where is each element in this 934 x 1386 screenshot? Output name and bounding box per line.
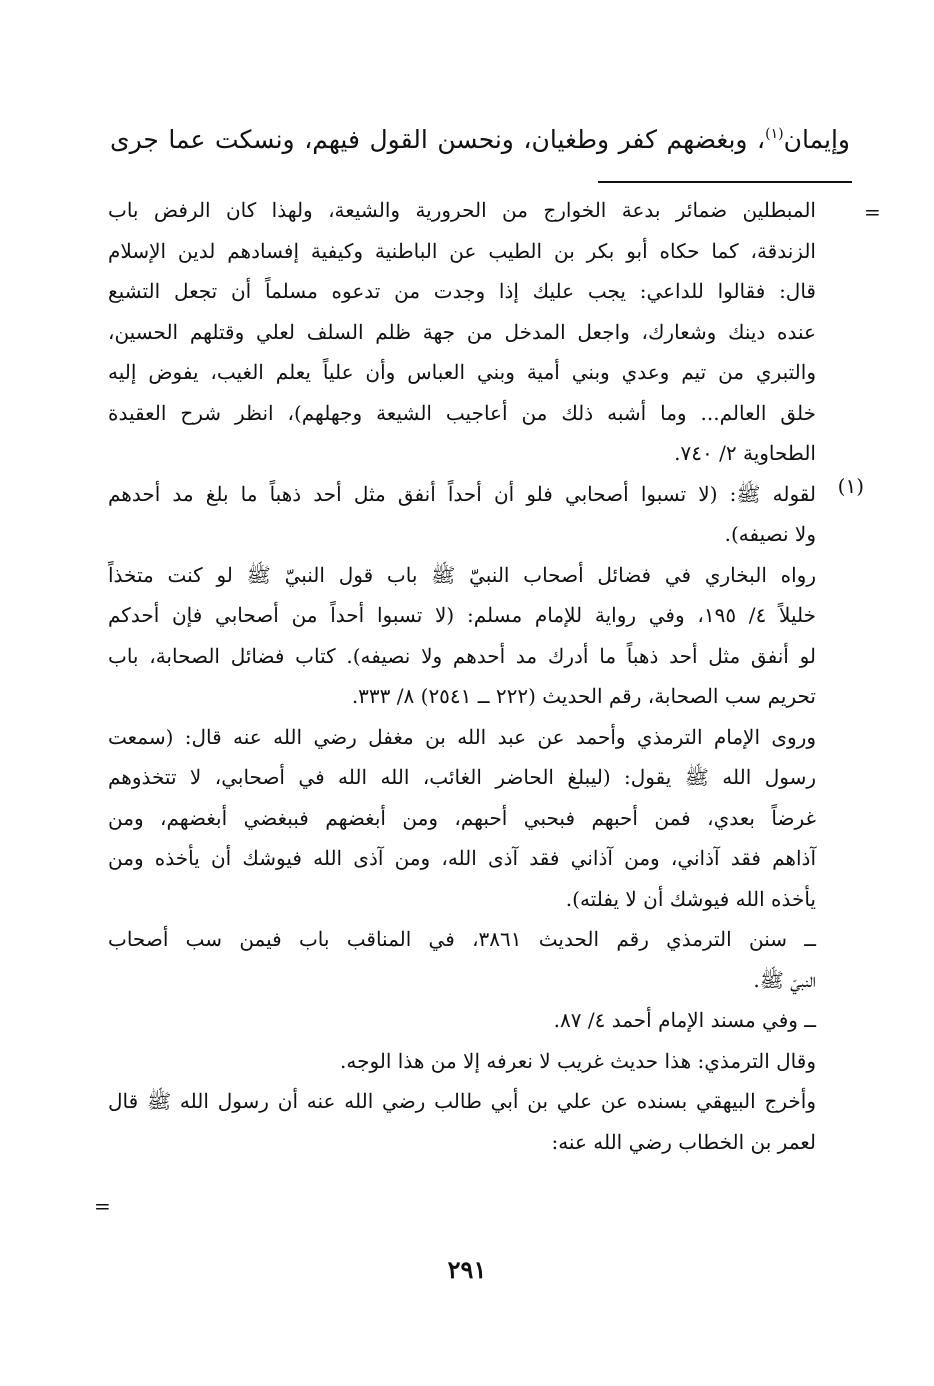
continuation-mark-bottom: = [94,1194,111,1218]
footnote-number[interactable]: (١) [837,473,864,498]
main-text-line [110,112,850,162]
footnote-reference[interactable]: (١) [765,126,784,142]
footnote-line: قال: فقالوا للداعي: يجب عليك إذا وجدت من تدعوه مسلماً أن تجعل التشيع [108,279,816,303]
footnote-line: غرضاً بعدي، فمن أحبهم فبحبي أحبهم، ومن أبغضهم فببغضي أبغضهم، ومن [108,805,816,830]
main-text-after-ref: ، وبغضهم كفر وطغيان، ونحسن القول فيهم، ونسكت عما جرى [110,125,766,154]
footnote-line: عنده دينك وشعارك، واجعل المدخل من جهة ظلم السلف لعلي وقتلهم الحسين، [108,319,816,344]
footnote-line: ــ وفي مسند الإمام أحمد ٤/ ٨٧. [553,1008,816,1032]
footnote-line: الزندقة، كما حكاه أبو بكر بن الطيب عن الباطنية وكيفية إفسادهم لدين الإسلام [108,238,816,263]
footnote-line: خلق العالم... وما أشبه ذلك من أعاجيب الشيعة وجهلهم)، انظر شرح العقيدة [108,400,816,425]
page-number: ٢٩١ [447,1255,487,1284]
footnote-line: ــ سنن الترمذي رقم الحديث ٣٨٦١، في المناقب باب فيمن سب أصحاب [108,927,816,951]
footnote-line: رواه البخاري في فضائل أصحاب النبيّ ﷺ باب قول النبيّ ﷺ لو كنت متخذاً [108,562,816,587]
footnote-line: خليلاً ٤/ ١٩٥، وفي رواية للإمام مسلم: (لا تسبوا أحداً من أصحابي فإن أحدكم [108,603,816,627]
footnotes-section [108,190,864,1162]
footnote-line: الطحاوية ٢/ ٧٤٠. [674,441,816,465]
footnote-line: تحريم سب الصحابة، رقم الحديث (٢٢٢ ــ ٢٥٤١) ٨/ ٣٣٣. [351,684,816,708]
footnote-line: لقوله ﷺ: (لا تسبوا أصحابي فلو أن أحداً أنفق مثل أحد ذهباً ما بلغ مد أحدهم [108,481,816,506]
main-text-before-ref: وإيمان [783,125,850,154]
footnote-line: لو أنفق مثل أحد ذهباً ما أدرك مد أحدهم ولا نصيفه). كتاب فضائل الصحابة، باب [108,643,816,668]
footnote-line: يأخذه الله فيوشك أن لا يفلته). [565,886,816,911]
footnote-line: المبطلين ضمائر بدعة الخوارج من الحرورية والشيعة، ولهذا كان الرفض باب [108,198,816,222]
footnote-line: وأخرج البيهقي بسنده عن علي بن أبي طالب رضي الله عنه أن رسول الله ﷺ قال [108,1089,816,1113]
footnote-line: النبيّ ﷺ. [753,967,816,992]
footnote-line: وقال الترمذي: هذا حديث غريب لا نعرفه إلا من هذا الوجه. [340,1048,816,1073]
footnote-line: لعمر بن الخطاب رضي الله عنه: [551,1129,816,1154]
footnote-line: آذاهم فقد آذاني، ومن آذاني فقد آذى الله، ومن آذى الله فيوشك أن يأخذه ومن [108,846,816,870]
footnote-line: وروى الإمام الترمذي وأحمد عن عبد الله بن مغفل رضي الله عنه قال: (سمعت [108,724,816,749]
footnote-line: ولا نصيفه). [724,522,816,546]
footnote-separator [598,181,852,183]
footnote-line: رسول الله ﷺ يقول: (ليبلغ الحاضر الغائب، الله الله في أصحابي، لا تتخذوهم [108,765,816,789]
continuation-mark-top: = [864,200,881,224]
footnote-line: والتبري من تيم وعدي وبني أمية وبني العباس وأن علياً يعلم الغيب، يفوض إليه [108,360,816,384]
